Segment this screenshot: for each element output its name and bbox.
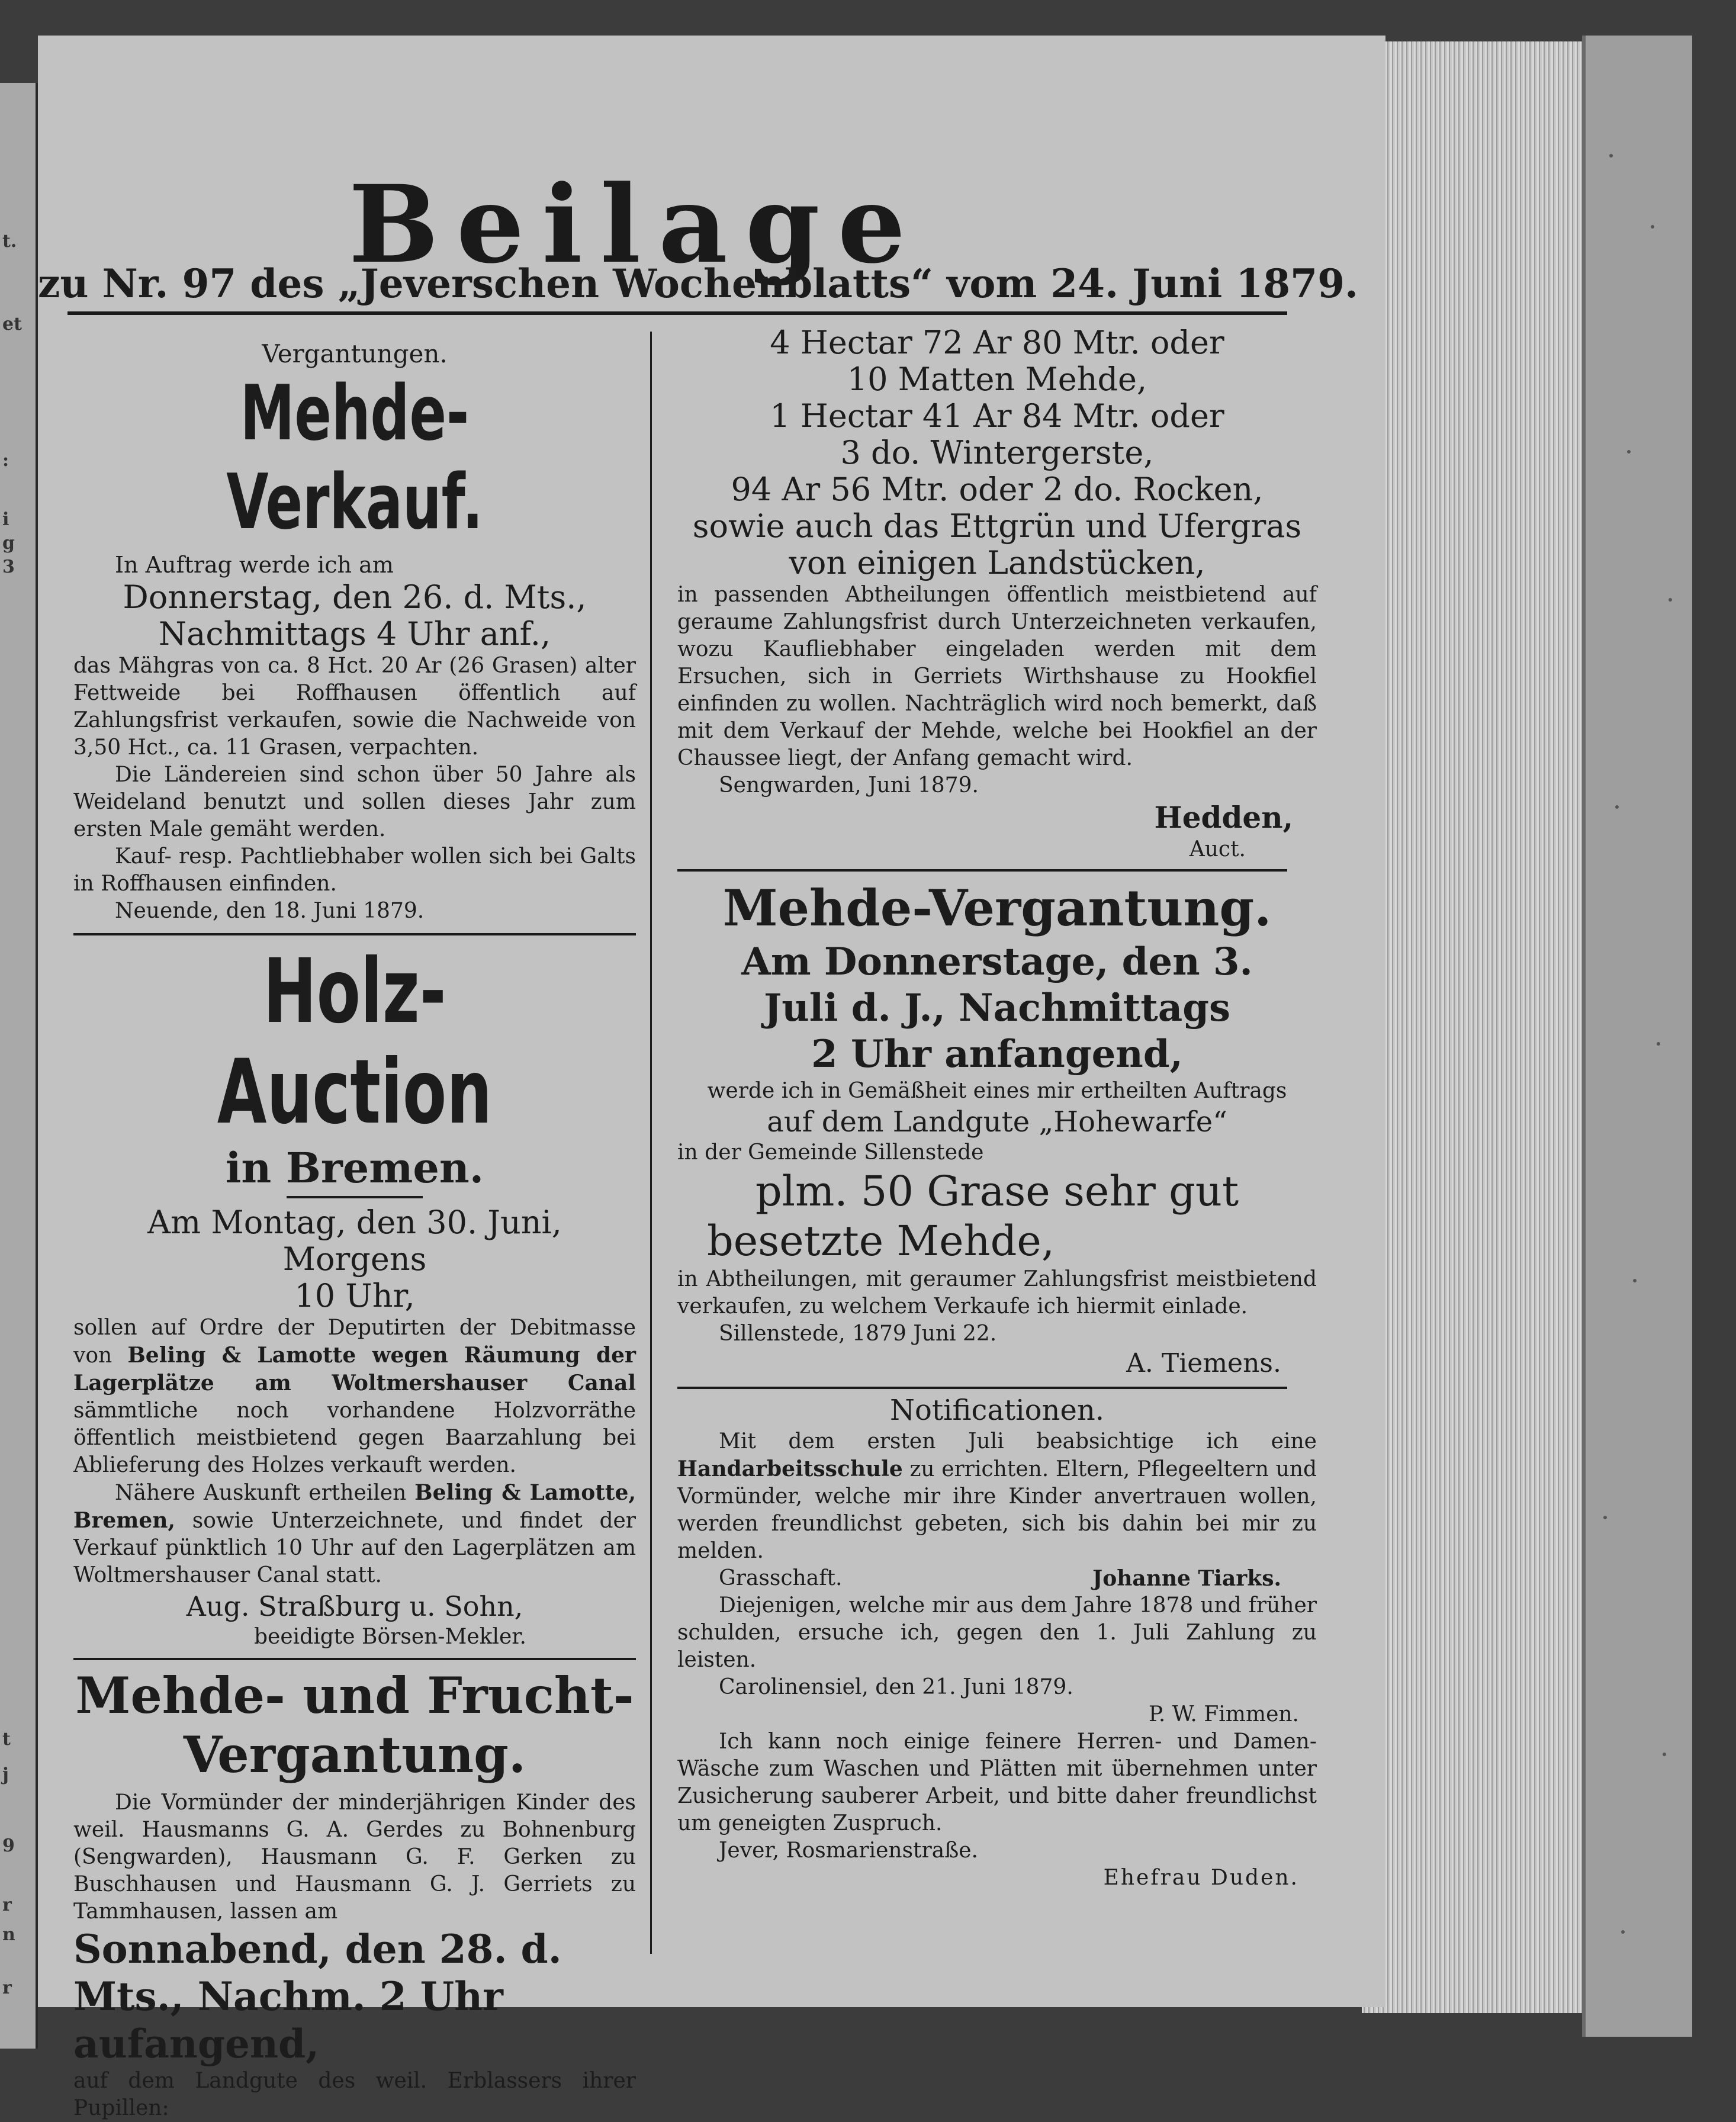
notice-body: Ich kann noch einige feinere Herren- und Damen-Wäsche zum Waschen und Plätten mit übernehmen unter Zusicherung sauberer Arbeit, und bitte daher freundlichst um geneigten Zuspruch.: [677, 1729, 1317, 1835]
ad-date-line: 10 Uhr,: [294, 1277, 415, 1314]
ad-date-line: Sonnabend, den 28. d.: [73, 1926, 562, 1972]
ad-separator: [677, 1387, 1287, 1389]
notice-place: Carolinensiel, den 21. Juni 1879.: [719, 1675, 1073, 1699]
ad-body: Die Ländereien sind schon über 50 Jahre als Weideland benutzt und sollen dieses Jahr zum ersten Male gemäht werden.: [73, 763, 636, 841]
left-column: [73, 339, 636, 2122]
notice-body-bold: Handarbeitsschule: [677, 1457, 903, 1481]
ad-body: in der Gemeinde Sillenstede: [677, 1140, 984, 1165]
ad-separator: [73, 1658, 636, 1660]
ad-subhead: in Bremen.: [225, 1143, 484, 1192]
page-stack-edge: [1362, 41, 1582, 2013]
ad-body-bold: Beling & Lamotte wegen Räumung der Lagerplätze am Woltmershauser Canal: [73, 1343, 636, 1396]
ad-date-line: aufangend,: [73, 2021, 320, 2067]
ad-date-line: Am Donnerstage, den 3.: [741, 940, 1253, 984]
ad-body: das Mähgras von ca. 8 Hct. 20 Ar (26 Grasen) alter Fettweide bei Roffhausen öffentlich auf Zahlungsfrist verkaufen, sowie die Nachweide von 3,50 Hct., ca. 11 Grasen, verpachten.: [73, 654, 636, 760]
ad-date-line: Am Montag, den 30. Juni, Morgens: [147, 1204, 562, 1278]
ad-body: sowie Unterzeichnete, und findet der Verkauf pünktlich 10 Uhr auf den Lagerplätzen am Woltmershauser Canal statt.: [73, 1509, 636, 1587]
ad-headline: Vergantung.: [183, 1725, 526, 1784]
ad-kicker: Vergantungen.: [262, 339, 448, 368]
ad-item-line: 3 do. Wintergerste,: [840, 434, 1154, 471]
newspaper-page: [38, 36, 1385, 2120]
section-heading: Notificationen.: [889, 1394, 1105, 1427]
ad-signoff: Neuende, den 18. Juni 1879.: [115, 899, 425, 923]
ad-short-rule: [287, 1196, 423, 1198]
page-title: Beilage: [348, 162, 924, 287]
ad-body: in passenden Abtheilungen öffentlich meistbietend auf geraume Zahlungsfrist durch Unterzeichneten verkaufen, wozu Kaufliebhaber eingeladen werden mit dem Ersuchen, sich in Gerriets Wirthshause zu Hookfiel einfinden zu wollen. Nachträglich wird noch bemerkt, daß mit dem Verkauf der Mehde, welche bei Hookfiel an der Chaussee liegt, der Anfang gemacht wird.: [677, 583, 1317, 770]
notice-signature: Johanne Tiarks.: [1092, 1566, 1281, 1591]
ad-item-line: 1 Hectar 41 Ar 84 Mtr. oder: [770, 397, 1224, 435]
notice-signature: Ehefrau Duden.: [1103, 1866, 1299, 1890]
ad-headline: Mehde-Vergantung.: [722, 879, 1272, 937]
ad-signature-note: beeidigte Börsen-Mekler.: [254, 1625, 526, 1649]
ad-body-bold: Beling & Lamotte, Bremen,: [73, 1480, 636, 1533]
notice-body: Diejenigen, welche mir aus dem Jahre 1878 und früher schulden, ersuche ich, gegen den 1. Juli Zahlung zu leisten.: [677, 1593, 1317, 1672]
ad-highlight-line: plm. 50 Grase sehr gut: [755, 1167, 1239, 1216]
ad-body: sämmtliche noch vorhandene Holzvorräthe öffentlich meistbietend gegen Baarzahlung bei Ablieferung des Holzes verkauft werden.: [73, 1398, 636, 1477]
ad-body: Nähere Auskunft ertheilen: [115, 1481, 407, 1505]
ad-date-line: Mts., Nachm. 2 Uhr: [73, 1973, 503, 2020]
ad-separator: [677, 869, 1287, 872]
ad-date-line: Juli d. J., Nachmittags: [763, 986, 1231, 1030]
ad-highlight-line: besetzte Mehde,: [707, 1217, 1055, 1265]
ad-headline: Holz-Auction: [217, 940, 493, 1144]
ad-headline: Mehde-Verkauf.: [226, 369, 483, 546]
ad-date-line: Donnerstag, den 26. d. Mts.,: [123, 578, 587, 616]
right-column: [677, 324, 1317, 1892]
header-rule: [67, 311, 1287, 315]
ad-headline: Mehde- und Frucht-: [75, 1666, 634, 1725]
ad-body: Kauf- resp. Pachtliebhaber wollen sich bei Galts in Roffhausen einfinden.: [73, 844, 636, 896]
ad-separator: [73, 933, 636, 935]
ad-body: in Abtheilungen, mit geraumer Zahlungsfrist meistbietend verkaufen, zu welchem Verkaufe ich hiermit einlade.: [677, 1267, 1317, 1319]
notice-body: Mit dem ersten Juli beabsichtige ich eine: [719, 1429, 1317, 1454]
ad-date-line: Nachmittags 4 Uhr anf.,: [158, 615, 551, 652]
ad-signature: Hedden,: [1154, 800, 1293, 835]
ad-body: auf dem Landgute des weil. Erblassers ihrer Pupillen:: [73, 2069, 636, 2120]
ad-body: sollen auf Ordre der Deputirten der Debitmasse von: [73, 1316, 636, 1368]
ad-item-line: 10 Matten Mehde,: [847, 361, 1147, 398]
ad-item-line: 4 Hectar 72 Ar 80 Mtr. oder: [770, 324, 1224, 361]
notice-place: Jever, Rosmarienstraße.: [719, 1838, 978, 1863]
adjacent-page-edge: t. et : i g 3 t j 9 r n r: [0, 83, 38, 2049]
ad-item-line: sowie auch das Ettgrün und Ufergras von einigen Landstücken,: [692, 507, 1302, 581]
ad-place-date: Sengwarden, Juni 1879.: [719, 773, 979, 798]
ad-date-line: 2 Uhr anfangend,: [811, 1032, 1183, 1076]
ad-location-line: auf dem Landgute „Hohewarfe“: [767, 1105, 1227, 1139]
column-divider: [650, 332, 652, 1954]
notice-signature: P. W. Fimmen.: [1148, 1702, 1299, 1726]
ad-body: Die Vormünder der minderjährigen Kinder des weil. Hausmanns G. A. Gerdes zu Bohnenburg (Sengwarden), Hausmann G. F. Gerken zu Buschhausen und Hausmann G. J. Gerriets zu Tammhausen, lassen am: [73, 1790, 636, 1924]
book-cover: [1582, 36, 1692, 2037]
ad-signature: A. Tiemens.: [1126, 1348, 1281, 1378]
ad-intro: In Auftrag werde ich am: [115, 552, 394, 578]
ad-place-date: Sillenstede, 1879 Juni 22.: [719, 1322, 997, 1346]
ad-item-line: 94 Ar 56 Mtr. oder 2 do. Rocken,: [731, 471, 1264, 508]
ad-signature: Aug. Straßburg u. Sohn,: [186, 1590, 523, 1622]
page-subtitle: zu Nr. 97 des „Jeverschen Wochenblatts“ vom 24. Juni 1879.: [38, 261, 1358, 307]
notice-place: Grasschaft.: [719, 1566, 843, 1590]
notice-body: zu errichten. Eltern, Pflegeeltern und Vormünder, welche mir ihre Kinder anvertrauen wollen, werden freundlichst gebeten, sich bis dahin bei mir zu melden.: [677, 1457, 1317, 1563]
ad-body: werde ich in Gemäßheit eines mir ertheilten Auftrags: [707, 1079, 1287, 1103]
ad-signature-note: Auct.: [1189, 837, 1246, 861]
